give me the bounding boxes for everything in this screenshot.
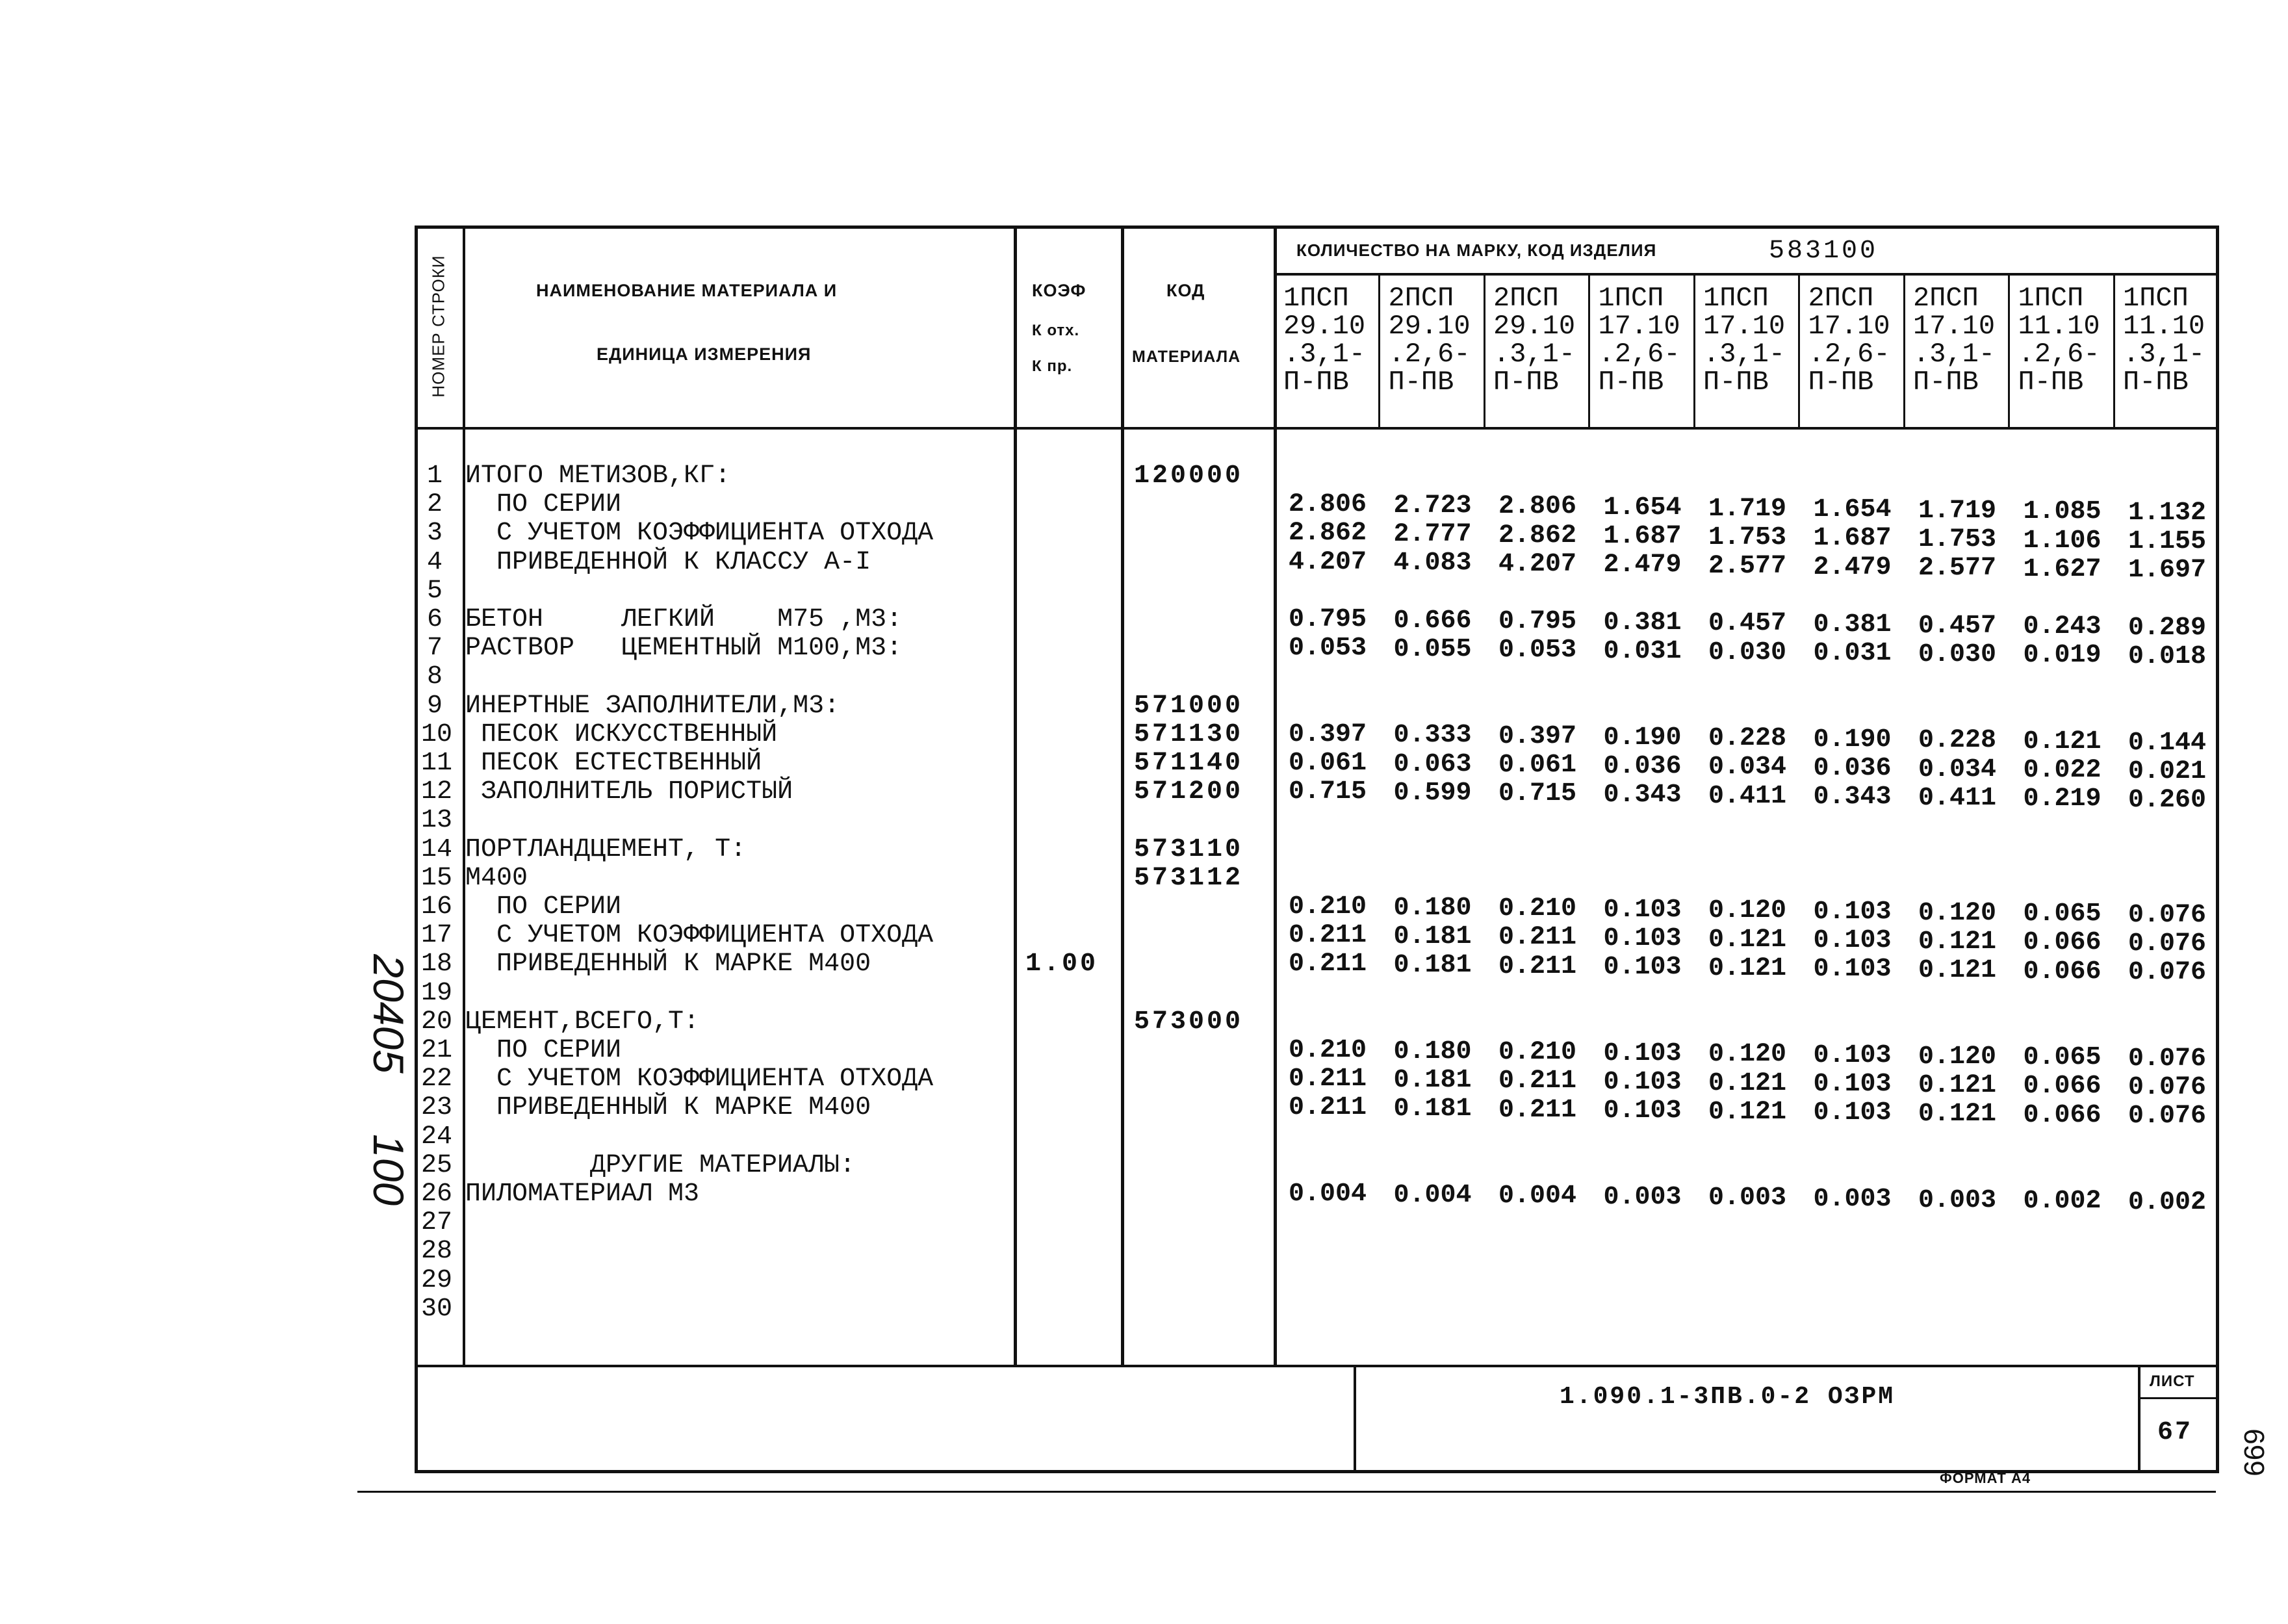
header-code-line2: МАТЕРИАЛА [1132,348,1241,366]
quantity-value: 0.066 [2023,928,2102,958]
mark-column-8-line-2: 11.10 [2018,311,2100,342]
quantity-value: 0.289 [2127,613,2207,643]
mark-column-9-line-2: 11.10 [2123,311,2205,342]
quantity-value: 0.103 [1813,1098,1892,1128]
mark-column-3-line-4: П-ПВ [1493,367,1559,398]
mark-column-4-line-1: 1ПСП [1598,283,1664,314]
mark-column-9-line-1: 1ПСП [2123,283,2189,314]
quantity-value: 0.061 [1288,749,1367,778]
quantity-value: 0.121 [1918,956,1997,985]
quantity-value: 0.228 [1708,724,1787,754]
quantity-value: 0.211 [1288,921,1367,951]
quantity-value: 0.121 [1708,953,1787,983]
row-number: 14 [421,834,453,864]
sheet-number: 67 [2157,1418,2193,1447]
material-code: 571000 [1134,691,1244,721]
quantity-value: 0.381 [1603,608,1682,638]
mark-column-3-line-3: .3,1- [1493,339,1576,370]
quantity-value: 0.053 [1498,636,1577,665]
mark-column-8-line-1: 1ПСП [2018,283,2084,314]
material-name: С УЧЕТОМ КОЭФФИЦИЕНТА ОТХОДА [496,1064,934,1094]
row-number: 11 [421,749,453,778]
quantity-value: 0.181 [1393,1094,1472,1124]
mark-column-3-line-1: 2ПСП [1493,283,1559,314]
row-number: 15 [421,863,453,893]
mark-column-4-line-3: .2,6- [1598,339,1680,370]
quantity-value: 0.211 [1498,923,1577,953]
quantity-value: 4.207 [1288,547,1367,577]
quantity-value: 0.004 [1498,1181,1577,1211]
quantity-value: 0.260 [2127,786,2207,815]
quantity-value: 0.103 [1603,1068,1682,1097]
mark-column-1-line-2: 29.10 [1283,311,1366,342]
quantity-value: 0.121 [1918,1100,1997,1129]
quantity-value: 1.719 [1918,496,1997,526]
quantity-value: 0.121 [1708,925,1787,955]
material-code: 571130 [1134,719,1244,749]
quantity-value: 0.076 [2127,1044,2207,1074]
quantity-value: 0.211 [1288,1093,1367,1123]
quantity-value: 1.687 [1813,524,1892,554]
quantity-value: 0.103 [1813,897,1892,927]
quantity-value: 1.627 [2023,554,2102,584]
quantity-value: 0.002 [2023,1187,2102,1217]
quantity-value: 0.018 [2127,642,2207,671]
quantity-value: 0.190 [1603,723,1682,753]
row-number: 23 [421,1093,453,1123]
quantity-value: 0.036 [1813,754,1892,783]
material-name: ИТОГО МЕТИЗОВ,КГ: [465,461,731,491]
row-number: 22 [421,1064,453,1094]
document-code: 1.090.1-3ПВ.0-2 ОЗРМ [1560,1383,1896,1411]
quantity-value: 0.066 [2023,957,2102,986]
sheet-label: ЛИСТ [2150,1373,2195,1390]
quantity-value: 0.066 [2023,1072,2102,1102]
quantity-value: 2.479 [1603,550,1682,580]
quantity-value: 1.753 [1708,522,1787,552]
row-number: 6 [426,605,443,634]
row-number: 18 [421,949,453,979]
quantity-value: 2.806 [1498,492,1577,522]
quantity-value: 0.333 [1393,721,1472,751]
mark-column-7-line-4: П-ПВ [1913,367,1979,398]
quantity-value: 0.103 [1603,924,1682,953]
material-name: ЗАПОЛНИТЕЛЬ ПОРИСТЫЙ [481,777,793,807]
material-code: 571200 [1134,777,1244,807]
material-name: ДРУГИЕ МАТЕРИАЛЫ: [590,1150,856,1180]
quantity-value: 0.053 [1288,634,1367,664]
quantity-value: 2.479 [1813,552,1892,582]
quantity-value: 1.085 [2023,497,2102,527]
material-name: ПРИВЕДЕННОЙ К КЛАССУ А-I [496,547,871,577]
quantity-value: 0.144 [2127,728,2207,758]
quantity-value: 0.031 [1813,639,1892,669]
quantity-value: 2.723 [1393,491,1472,521]
quantity-value: 0.210 [1498,1038,1577,1068]
quantity-value: 0.121 [1708,1068,1787,1098]
quantity-value: 0.036 [1603,751,1682,781]
quantity-value: 4.083 [1393,548,1472,578]
quantity-value: 0.003 [1603,1182,1682,1212]
quantity-value: 1.719 [1708,494,1787,524]
quantity-value: 0.034 [1708,753,1787,782]
mark-column-4-line-2: 17.10 [1598,311,1680,342]
row-number: 17 [421,921,453,951]
row-number: 29 [421,1265,453,1295]
quantity-value: 0.065 [2023,899,2102,929]
quantity-value: 2.777 [1393,520,1472,549]
row-number: 13 [421,806,453,836]
row-number: 1 [426,461,443,491]
header-name-line2: ЕДИНИЦА ИЗМЕРЕНИЯ [597,344,812,364]
quantity-value: 0.715 [1288,777,1367,807]
quantity-value: 0.034 [1918,754,1997,784]
mark-column-8-line-4: П-ПВ [2018,367,2084,398]
quantity-value: 0.120 [1918,1042,1997,1072]
material-name: С УЧЕТОМ КОЭФФИЦИЕНТА ОТХОДА [496,519,934,548]
quantity-value: 1.697 [2127,556,2207,586]
row-number: 7 [426,634,443,664]
material-code: 120000 [1134,461,1244,491]
quantity-value: 0.715 [1498,779,1577,809]
row-number: 21 [421,1036,453,1065]
quantity-value: 0.411 [1918,783,1997,813]
material-name: ПО СЕРИИ [496,1036,622,1065]
quantity-value: 0.795 [1498,607,1577,637]
quantity-value: 2.577 [1708,552,1787,581]
quantity-value: 0.120 [1918,898,1997,928]
mark-column-2-line-4: П-ПВ [1388,367,1454,398]
quantity-value: 0.103 [1603,1096,1682,1126]
quantity-value: 0.121 [1918,927,1997,957]
mark-column-6-line-2: 17.10 [1808,311,1890,342]
material-code: 573112 [1134,863,1244,893]
quantity-value: 0.022 [2023,756,2102,786]
row-number: 3 [426,519,443,548]
mark-column-5-line-3: .3,1- [1703,339,1786,370]
quantity-value: 2.862 [1288,519,1367,548]
quantity-value: 0.030 [1708,638,1787,667]
quantity-value: 0.190 [1813,725,1892,754]
row-number: 19 [421,978,453,1008]
quantity-value: 0.381 [1813,610,1892,639]
quantity-value: 0.103 [1603,895,1682,925]
quantity-value: 0.210 [1288,1036,1367,1065]
material-name: ПЕСОК ЕСТЕСТВЕННЫЙ [481,749,762,778]
quantity-value: 0.021 [2127,756,2207,786]
quantity-value: 0.061 [1498,751,1577,780]
quantity-value: 0.121 [2023,727,2102,756]
margin-note: 100 [365,1133,413,1206]
quantity-value: 0.103 [1813,1041,1892,1070]
quantity-value: 0.004 [1288,1179,1367,1209]
header-name-line1: НАИМЕНОВАНИЕ МАТЕРИАЛА И [536,281,838,300]
quantity-value: 0.076 [2127,900,2207,930]
quantity-value: 0.211 [1498,1095,1577,1125]
quantity-value: 0.180 [1393,1037,1472,1066]
row-number: 4 [426,547,443,577]
quantity-value: 1.155 [2127,527,2207,557]
quantity-value: 2.806 [1288,490,1367,520]
row-number: 16 [421,892,453,922]
quantity-value: 0.397 [1288,719,1367,749]
row-number: 26 [421,1179,453,1209]
quantity-value: 0.457 [1918,611,1997,641]
row-number: 9 [426,691,443,721]
quantity-value: 0.120 [1708,1040,1787,1070]
mark-column-2-line-3: .2,6- [1388,339,1471,370]
side-number: 699 [2238,1428,2270,1476]
row-number: 8 [426,662,443,692]
koef-value: 1.00 [1025,949,1099,979]
quantity-value: 0.103 [1813,955,1892,985]
quantity-value: 0.397 [1498,722,1577,751]
material-name: ИНЕРТНЫЕ ЗАПОЛНИТЕЛИ,М3: [465,691,840,721]
quantity-value: 1.687 [1603,522,1682,552]
quantity-value: 1.132 [2127,498,2207,528]
quantity-value: 0.211 [1288,949,1367,979]
row-number: 2 [426,490,443,520]
mark-column-9-line-3: .3,1- [2123,339,2205,370]
quantity-value: 1.106 [2023,526,2102,556]
mark-column-8-line-3: .2,6- [2018,339,2100,370]
material-name: ПРИВЕДЕННЫЙ К МАРКЕ М400 [496,949,871,979]
quantity-value: 0.243 [2023,612,2102,642]
quantity-value: 0.219 [2023,784,2102,814]
quantity-value: 0.076 [2127,1073,2207,1102]
material-name: ПРИВЕДЕННЫЙ К МАРКЕ М400 [496,1093,871,1123]
quantity-value: 0.065 [2023,1043,2102,1073]
quantity-value: 0.211 [1498,951,1577,981]
quantity-value: 0.103 [1813,1070,1892,1100]
quantity-value: 1.654 [1813,495,1892,525]
material-code: 571140 [1134,749,1244,778]
quantity-value: 0.180 [1393,893,1472,923]
quantity-value: 0.181 [1393,922,1472,951]
quantity-value: 0.003 [1918,1185,1997,1215]
quantity-value: 0.103 [1603,1038,1682,1068]
quantity-value: 0.076 [2127,929,2207,959]
mark-column-6-line-1: 2ПСП [1808,283,1874,314]
row-number: 12 [421,777,453,807]
mark-column-7-line-3: .3,1- [1913,339,1996,370]
row-number: 24 [421,1122,453,1152]
material-name: ПЕСОК ИСКУССТВЕННЫЙ [481,719,778,749]
material-name: РАСТВОР ЦЕМЕНТНЫЙ М100,М3: [465,634,903,664]
quantity-value: 0.120 [1708,896,1787,926]
material-name: БЕТОН ЛЕГКИЙ М75 ,М3: [465,605,903,634]
row-number: 10 [421,719,453,749]
quantity-value: 0.004 [1393,1180,1472,1210]
quantity-value: 1.753 [1918,525,1997,554]
quantity-value: 2.577 [1918,554,1997,584]
quantity-value: 0.211 [1498,1066,1577,1096]
mark-column-1-line-3: .3,1- [1283,339,1366,370]
quantity-value: 0.795 [1288,605,1367,634]
row-number: 28 [421,1237,453,1267]
mark-column-2-line-1: 2ПСП [1388,283,1454,314]
quantity-value: 0.055 [1393,634,1472,664]
row-number: 5 [426,576,443,606]
mark-column-5-line-2: 17.10 [1703,311,1786,342]
mark-column-7-line-2: 17.10 [1913,311,1996,342]
quantity-value: 0.666 [1393,606,1472,636]
mark-column-4-line-4: П-ПВ [1598,367,1664,398]
quantity-value: 0.003 [1708,1183,1787,1213]
quantity-value: 0.103 [1603,953,1682,983]
quantity-value: 0.599 [1393,778,1472,808]
quantity-value: 0.121 [1708,1097,1787,1127]
quantity-value: 0.228 [1918,726,1997,756]
quantity-value: 0.457 [1708,609,1787,639]
quantity-value: 0.210 [1498,894,1577,924]
header-product-code: 583100 [1769,237,1879,266]
material-name: ПО СЕРИИ [496,892,622,922]
quantity-value: 0.030 [1918,639,1997,669]
row-number: 27 [421,1208,453,1238]
quantity-value: 0.103 [1813,926,1892,956]
quantity-value: 0.031 [1603,637,1682,666]
quantity-value: 0.002 [2127,1187,2207,1217]
mark-column-2-line-2: 29.10 [1388,311,1471,342]
quantity-value: 0.076 [2127,958,2207,988]
quantity-value: 0.211 [1288,1064,1367,1094]
header-koef-line2: К отх. [1032,322,1080,339]
header-koef-line1: КОЭФ [1032,281,1086,300]
mark-column-6-line-4: П-ПВ [1808,367,1874,398]
mark-column-7-line-1: 2ПСП [1913,283,1979,314]
row-number: 20 [421,1007,453,1037]
material-name: М400 [465,863,528,893]
header-quantity-label: КОЛИЧЕСТВО НА МАРКУ, КОД ИЗДЕЛИЯ [1296,240,1657,260]
material-name: ПО СЕРИИ [496,490,622,520]
quantity-value: 4.207 [1498,549,1577,579]
mark-column-3-line-2: 29.10 [1493,311,1576,342]
material-name: ЦЕМЕНТ,ВСЕГО,Т: [465,1007,700,1037]
header-code-line1: КОД [1166,281,1205,300]
header-koef-line3: К пр. [1032,357,1073,375]
mark-column-5-line-4: П-ПВ [1703,367,1769,398]
quantity-value: 0.076 [2127,1102,2207,1131]
inventory-number: 20405 [365,954,413,1074]
material-code: 573000 [1134,1007,1244,1037]
mark-column-1-line-4: П-ПВ [1283,367,1349,398]
row-number: 25 [421,1150,453,1180]
header-row-number: НОМЕР СТРОКИ [428,255,448,398]
quantity-value: 0.063 [1393,749,1472,779]
mark-column-9-line-4: П-ПВ [2123,367,2189,398]
quantity-value: 0.181 [1393,951,1472,980]
mark-column-6-line-3: .2,6- [1808,339,1890,370]
material-name: ПИЛОМАТЕРИАЛ М3 [465,1179,700,1209]
row-number: 30 [421,1294,453,1324]
quantity-value: 0.343 [1603,780,1682,810]
mark-column-1-line-1: 1ПСП [1283,283,1349,314]
material-code: 573110 [1134,834,1244,864]
quantity-value: 0.181 [1393,1065,1472,1095]
quantity-value: 2.862 [1498,521,1577,550]
mark-column-5-line-1: 1ПСП [1703,283,1769,314]
quantity-value: 0.121 [1918,1070,1997,1100]
quantity-value: 0.003 [1813,1185,1892,1214]
quantity-value: 0.210 [1288,892,1367,922]
material-name: С УЧЕТОМ КОЭФФИЦИЕНТА ОТХОДА [496,921,934,951]
quantity-value: 0.343 [1813,782,1892,812]
quantity-value: 1.654 [1603,493,1682,522]
quantity-value: 0.019 [2023,641,2102,671]
format-label: ФОРМАТ А4 [1940,1470,2031,1486]
quantity-value: 0.411 [1708,781,1787,811]
material-name: ПОРТЛАНДЦЕМЕНТ, Т: [465,834,747,864]
quantity-value: 0.066 [2023,1100,2102,1130]
